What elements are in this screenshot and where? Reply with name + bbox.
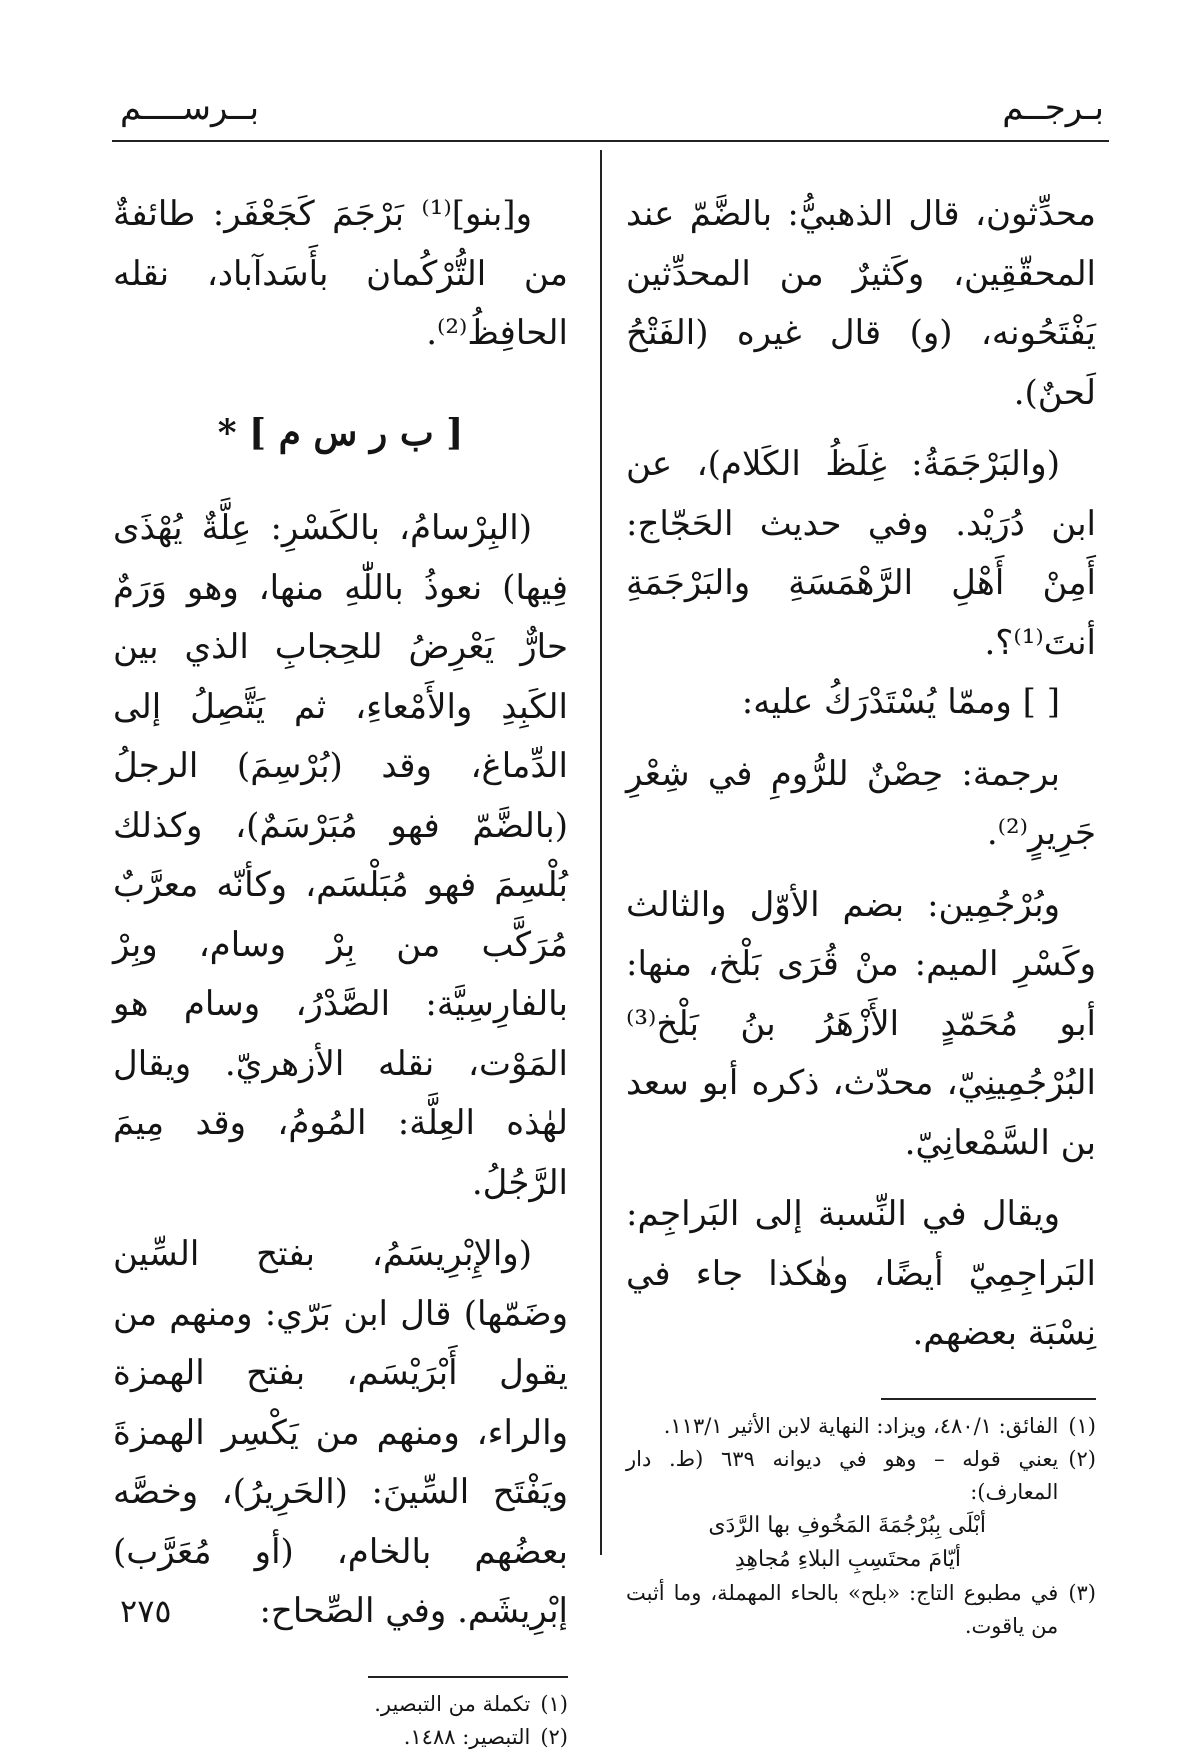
entry-paragraph: ويقال في النِّسبة إلى البَراجِم: البَراجِمِيّ أيضًا، وهٰكذا جاء في نِسْبَة بعضهم. bbox=[626, 1194, 1096, 1353]
entry-paragraph: و[بنو]⁽¹⁾ بَرْجَمَ كَجَعْفَر: طائفةٌ من التُّرْكُمان بأَسَدآباد، نقله الحافِظُ⁽²⁾. bbox=[113, 194, 568, 353]
footnotes bbox=[626, 1410, 1096, 1643]
header-rule bbox=[112, 140, 1109, 142]
footnote bbox=[626, 1577, 1096, 1643]
footnote-rule bbox=[368, 1676, 568, 1678]
footnote-text: في مطبوع التاج: «بلح» بالحاء المهملة، وما أثبت من ياقوت. bbox=[626, 1580, 1059, 1638]
column-divider bbox=[600, 150, 602, 1555]
entry-paragraph: (البِرْسامُ، بالكَسْرِ: عِلَّةٌ يُهْذَى فِيها) نعوذُ باللّٰهِ منها، وهو وَرَمٌ حارٌّ يَعْرِضُ للحِجابِ الذي بين الكَبِدِ والأَمْعاءِ، ثم يَتَّصِلُ إلى الدِّماغ، وقد (بُرْسِمَ) الرجلُ (بالضَّمّ فهو مُبَرْسَمٌ)، وكذلك بُلْسِمَ فهو مُبَلْسَم، وكأنّه معرَّبٌ مُرَكَّب من بِرْ وسام، وبِرْ بالفارِسِيَّة: الصَّدْرُ، وسام هو المَوْت، نقله الأزهريّ. ويقال لهٰذه العِلَّة: المُومُ، وقد مِيمَ الرَّجُلُ. bbox=[113, 508, 568, 1203]
footnote-number: (٢) bbox=[540, 1724, 568, 1749]
left-column bbox=[113, 185, 568, 1754]
footnote-number: (٣) bbox=[1068, 1580, 1096, 1605]
page-number: ٢٧٥ bbox=[120, 1592, 172, 1630]
footnote-rule bbox=[881, 1398, 1096, 1400]
footnote-text: الفائق: ٤٨٠/١، ويزاد: النهاية لابن الأثير ١١٣/١. bbox=[663, 1413, 1059, 1438]
running-head-left: بــرســــم bbox=[120, 88, 260, 128]
supplement-note: [ ] وممّا يُسْتَدْرَكُ عليه: bbox=[741, 682, 1060, 722]
verse-line: أيّامَ محتَسِبِ البلاءِ مُجاهِدِ bbox=[734, 1546, 961, 1572]
footnote bbox=[113, 1721, 568, 1754]
entry-paragraph: محدِّثون، قال الذهبيُّ: بالضَّمّ عند المحقّقِين، وكَثيرٌ من المحدِّثين يَفْتَحُونه، (و) قال غيره (الفَتْحُ لَحنٌ). bbox=[626, 194, 1096, 413]
entry-heading: [ ب ر س م ] * bbox=[217, 411, 464, 454]
entry-paragraph: (والبَرْجَمَةُ: غِلَظُ الكَلام)، عن ابن دُرَيْد. وفي حديث الحَجّاج: أَمِنْ أَهْلِ الرَّهْمَسَةِ والبَرْجَمَةِ أنتَ⁽¹⁾؟. bbox=[626, 444, 1096, 663]
footnote-number: (٢) bbox=[1068, 1446, 1096, 1471]
entry-paragraph: (والإِبْرِيسَمُ، بفتح السِّين وضَمّها) قال ابن بَرّي: ومنهم من يقول أَبْرَيْسَم، بفتح الهمزة والراء، ومنهم من يَكْسِر الهمزةَ ويَفْتَح السِّينَ: (الحَرِيرُ)، وخصَّه بعضُهم بالخام، (أو مُعَرَّب) إبْرِيشَم. وفي الصِّحاح: bbox=[113, 1234, 568, 1631]
footnote-text: تكملة من التبصير. bbox=[374, 1691, 531, 1716]
entry-paragraph: وبُرْجُمِين: بضم الأوّل والثالث وكَسْرِ الميم: منْ قُرَى بَلْخ، منها: أبو مُحَمّدٍ الأَزْهَرُ بنُ بَلْخ⁽³⁾ البُرْجُمِينِيّ، محدّث، ذكره أبو سعد بن السَّمْعانِيّ. bbox=[626, 884, 1096, 1163]
right-column bbox=[626, 185, 1096, 1643]
verse-line: أبْلَى بِبُرْجُمَةَ المَخُوفِ بها الرَّدَى bbox=[708, 1512, 986, 1538]
running-head-right: بـرجــم bbox=[1002, 88, 1104, 128]
entry-paragraph: برجمة: حِصْنٌ للرُّومِ في شِعْرِ جَرِيرٍ⁽²⁾. bbox=[626, 753, 1096, 853]
footnote-number: (١) bbox=[1068, 1413, 1096, 1438]
footnotes bbox=[113, 1688, 568, 1754]
footnote bbox=[113, 1688, 568, 1721]
footnote bbox=[626, 1410, 1096, 1443]
footnote-text: يعني قوله – وهو في ديوانه ٦٣٩ (ط. دار المعارف): bbox=[626, 1446, 1059, 1504]
footnote-text: التبصير: ١٤٨٨. bbox=[403, 1724, 531, 1749]
footnote-number: (١) bbox=[540, 1691, 568, 1716]
footnote bbox=[626, 1443, 1096, 1509]
